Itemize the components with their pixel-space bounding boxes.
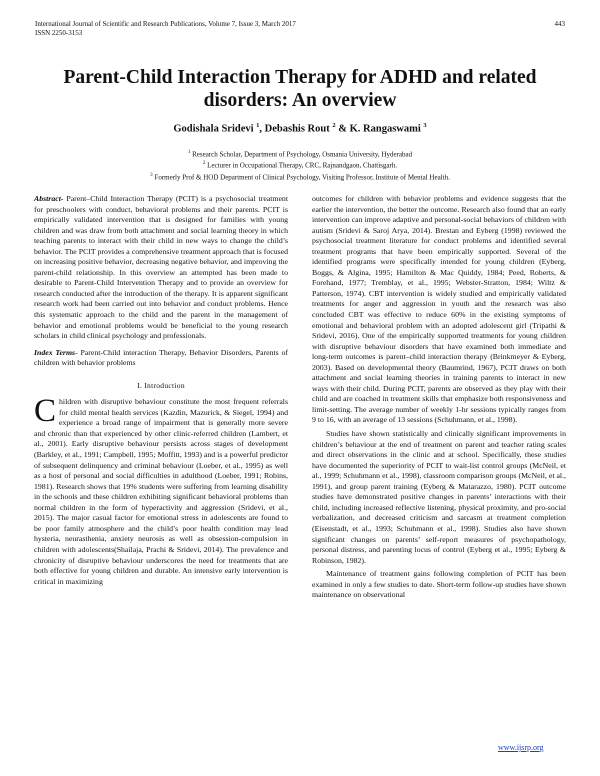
affiliation-text: Lecturer in Occupational Therapy, CRC, Rajnandgaon, Chattisgarh.: [207, 161, 398, 170]
left-column: [34, 194, 288, 587]
abstract: [34, 194, 288, 342]
author-name: Godishala Sridevi: [173, 123, 254, 135]
abstract-label: Abstract-: [34, 194, 64, 203]
abstract-text: Parent–Child Interaction Therapy (PCIT) is a psychosocial treatment for preschoolers with conduct, behavioral problems and their parents. PCIT is empirically validated intervention that is designed for families with young children and was draw from both attachment and social learning theory in which teaching parents to interact with their child in new ways to change the child’s behavior. The PCIT provides a comprehensive treatment approach that is focused on increasing positive behavior, decreasing negative behavior, and improving the parent-child relationship. In this overview an attempted has been made to desirable to Parent-Child Intervention Therapy and to provide an overview for research conducted after the introduction of the therapy. It is apparent significant research work had been carried out into behavior and conduct problems. Hence this systematic approach to the child and the parent in the management of behavior and emotional problems would be beneficial to the young research scholars in child clinical psychology and professionals.: [34, 194, 288, 341]
author-separator: &: [335, 123, 350, 135]
author-mark: 2: [332, 122, 336, 129]
author-list: [30, 122, 570, 135]
author-separator: ,: [259, 123, 265, 135]
body-paragraph: Studies have shown statistically and clinically significant improvements in children’s behaviour at the end of treatment on parent and teacher rating scales and direct observations in the clinic and at school. Specifically, these studies have documented the superiority of PCIT to wait-list control groups (McNeil, et al., 1999; Schuhmann et al., 1998), classroom comparison groups (McNeil, et al., 1991), and group parent training (Eyberg & Matarazzo, 1980). PCIT outcome studies have demonstrated positive changes in parents’ interactions with their child, including increased reflective listening, physical proximity, and pro-social verbalization, and decreased criticism and sarcasm at treatment completion (Eisenstadt, et al., 1993; Schuhmann et al., 1998). Studies also have shown significant changes on parents’ self-report measures of psychopathology, personal distress, and parenting locus of control (Eyberg et al., 1995; Eyberg & Robinson, 1982).: [312, 429, 566, 565]
affiliation: [30, 159, 570, 170]
affiliation-mark: 2: [202, 161, 206, 167]
affiliation-text: Research Scholar, Department of Psychology, Osmania University, Hyderabad: [192, 150, 413, 159]
section-heading: I. Introduction: [137, 380, 185, 390]
affiliation: [30, 171, 570, 182]
intro-paragraph: [34, 393, 288, 587]
affiliation-mark: 3: [150, 172, 153, 178]
paper-title: Parent-Child Interaction Therapy for ADHD and related disorders: An overview: [63, 67, 537, 111]
author-mark: 1: [256, 122, 260, 129]
author-name: K. Rangaswami: [349, 123, 421, 135]
drop-cap: C: [34, 393, 57, 430]
journal-website-link[interactable]: www.ijsrp.org: [498, 743, 544, 752]
journal-citation: International Journal of Scientific and Research Publications, Volume 7, Issue 3, March 2017: [35, 20, 296, 28]
affiliation-text: Formerly Prof & HOD Department of Clinical Psychology, Visiting Professor, Institute of Mental Health.: [154, 172, 450, 181]
affiliations: [30, 148, 570, 182]
index-terms-label: Index Terms: [34, 347, 76, 357]
author-mark: 3: [423, 122, 427, 129]
body-paragraph: Maintenance of treatment gains following completion of PCIT has been examined in only a few studies to date. Short-term follow-up studies have shown maintenance on observational: [312, 569, 566, 600]
intro-text: hildren with disruptive behaviour constitute the most frequent referrals for child mental health services (Kazdin, Mazurick, & Siegel, 1994) and experience a broad range of impairment that is generally more severe and chronic than that experienced by other clinic-referred children (Lambert, et al., 2001). Early disruptive behaviour persists across stages of development (Barkley, et al., 1991; Campbell, 1995; Moffitt, 1993) and is a powerful predictor of subsequent delinquency and criminal behaviour (Loeber, et al., 1995) as well as a host of personal and social difficulties in adulthood (Loeber, 1991; Robins, 1981). Research shows that 19% students were suffering from learning disability in the schools and these children exhibiting significant behavioral problems than normal children in the form of hyperactivity and aggression (Sridevi, et al., 2015). The major casual factor for emotional stress in adolescents are found to be poor family atmosphere and the child’s poor health condition may lead hysteria, neurasthenia, anxiety neurosis as well as obsession-compulsion in children with adolescents(Shailaja, Prachi & Sridevi, 2014). The prevalence and chronicity of disruptive behaviour underscores the need for treatments that are both effective for young children and durable. An intensive early intervention is critical in maximizing: [34, 397, 288, 586]
page-number: 443: [554, 20, 565, 28]
index-terms: [34, 348, 288, 369]
body-paragraph: outcomes for children with behavior problems and evidence suggests that the earlier the intervention, the better the outcome. Research also found that an early intervention can improve adaptive and personal-social behaviors of children with autism (Sridevi & Saroj Arya, 2014). Brestan and Eyberg (1998) reviewed the psychosocial treatment literature for conduct problems and identified several treatment programs that have been empirically supported. Several of the identified programs were specifically intended for young children (Eyberg, Boggs, & Algina, 1995; Hamilton & Mac Quiddy, 1984; Peed, Roberts, & Forehand, 1977; Tremblay, et al., 1995; Webster-Stratton, 1984; Wiltz & Patterson, 1974). CBT intervention is widely studied and empirically validated treatments for anger and aggression in youth and the research was also concluded CBT was effective to reduce 60% in the existing symptoms of emotional and behavioral problem with an adopted adolescent girl (Tripathi & Sridevi, 2016). One of the empirically supported treatments for young children with disruptive behaviour disorders that have examined both immediate and long-term outcomes is parent–child interaction therapy (Brinkmeyer & Eyberg, 2003). Based on developmental theory (Baumrind, 1967), PCIT draws on both attachment and social learning theories in training parents to interact in new ways with their child. During PCIT, parents are observed as they play with their child and are coached in treatment skills that emphasize both responsiveness and limit-setting. The average number of weekly 1-hr sessions typically ranges from 9 to 16, with an average of 13 sessions (Schuhmann, et al., 1998).: [312, 194, 566, 425]
affiliation: [30, 148, 570, 159]
author-name: Debashis Rout: [264, 123, 330, 135]
issn: ISSN 2250-3153: [35, 29, 83, 37]
affiliation-mark: 1: [187, 150, 191, 155]
index-terms-text: - Parent-Child interaction Therapy, Behavior Disorders, Parents of children with behavior problems: [34, 347, 289, 368]
right-column: [312, 194, 566, 601]
